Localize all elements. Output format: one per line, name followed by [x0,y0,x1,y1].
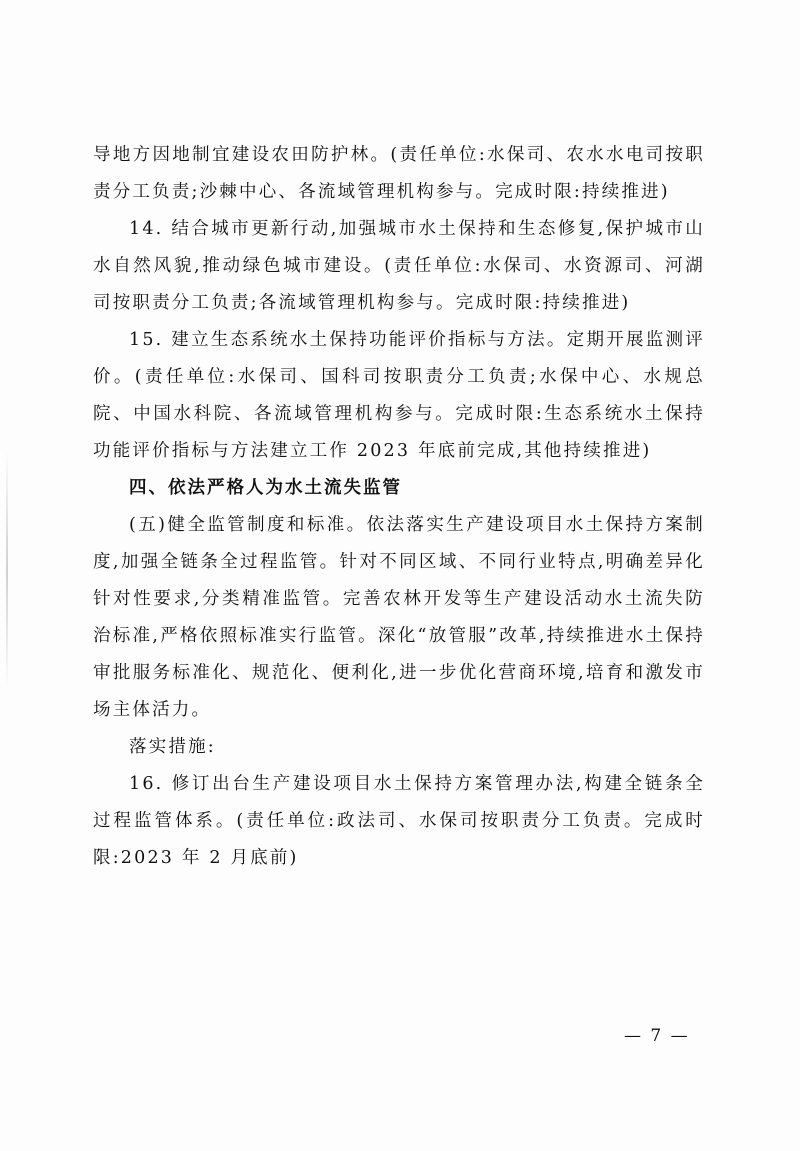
page-number: — 7 — [624,1026,690,1046]
paragraph-item-14: 14. 结合城市更新行动,加强城市水土保持和生态修复,保护城市山水自然风貌,推动绿色城市建设。(责任单位:水保司、水资源司、河湖司按职责分工负责;各流域管理机构参与。完成时限:持续推进) [93,219,705,313]
paragraph-continuation: 导地方因地制宜建设农田防护林。(责任单位:水保司、农水水电司按职责分工负责;沙棘中心、各流域管理机构参与。完成时限:持续推进) [93,145,705,202]
section-heading: 四、依法严格人为水土流失监管 [129,478,402,498]
paragraph-item-16: 16. 修订出台生产建设项目水土保持方案管理办法,构建全链条全过程监管体系。(责任单位:政法司、水保司按职责分工负责。完成时限:2023 年 2 月底前) [93,774,705,868]
paragraph-item-15: 15. 建立生态系统水土保持功能评价指标与方法。定期开展监测评价。(责任单位:水保司、国科司按职责分工负责;水保中心、水规总院、中国水科院、各流域管理机构参与。完成时限:生态系统水土保持功能评价指标与方法建立工作 2023 年底前完成,其他持续推进) [93,330,705,461]
document-body [93,137,705,877]
scan-shadow [6,450,8,690]
paragraph-section-5: (五)健全监管制度和标准。依法落实生产建设项目水土保持方案制度,加强全链条全过程监管。针对不同区域、不同行业特点,明确差异化针对性要求,分类精准监管。完善农林开发等生产建设活动水土流失防治标准,严格依照标准实行监管。深化“放管服”改革,持续推进水土保持审批服务标准化、规范化、便利化,进一步优化营商环境,培育和激发市场主体活力。 [93,515,705,720]
paragraph-measures-label: 落实措施: [129,737,216,757]
